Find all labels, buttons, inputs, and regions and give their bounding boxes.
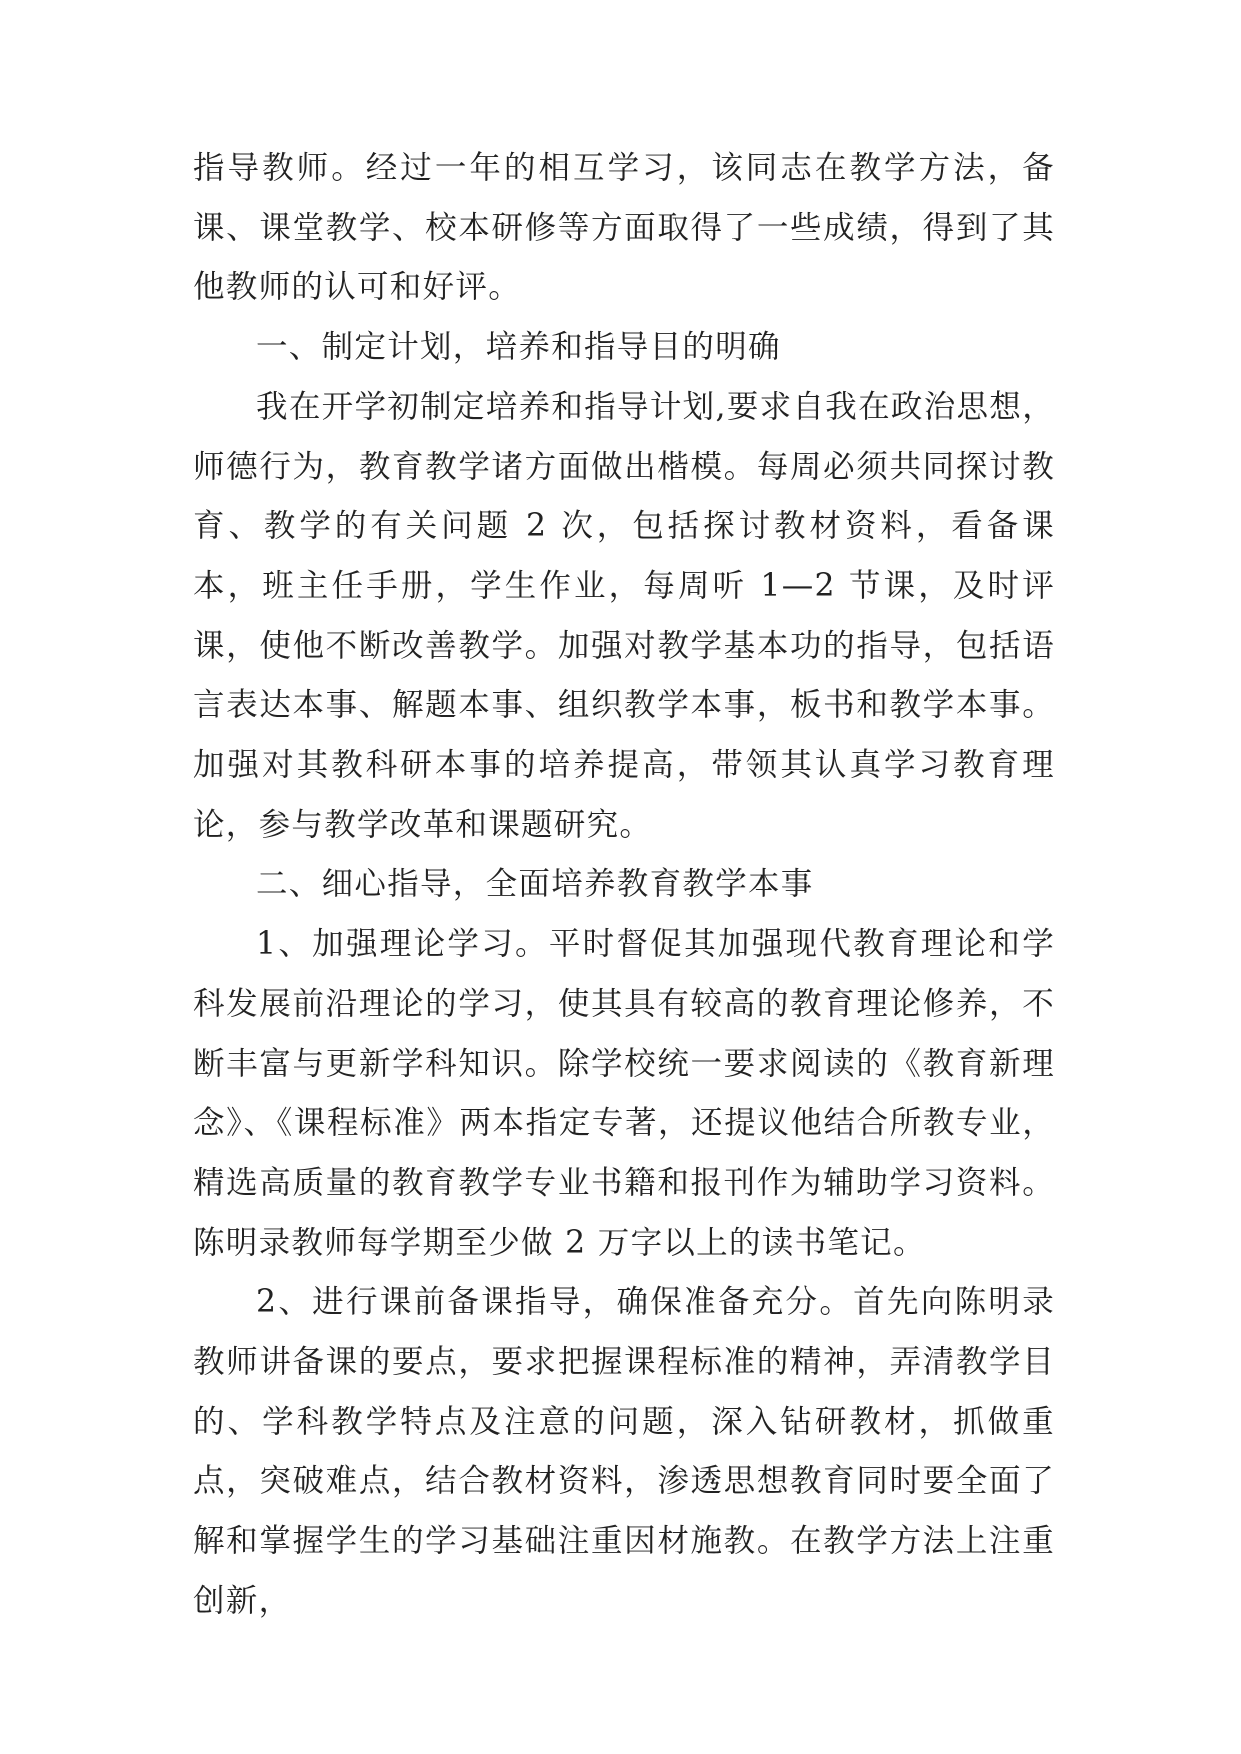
paragraph-plan: 我在开学初制定培养和指导计划,要求自我在政治思想，师德行为，教育教学诸方面做出楷模。每周必须共同探讨教育、教学的有关问题 2 次，包括探讨教材资料，看备课本，班主任手册，学生作业，每周听 1—2 节课，及时评课，使他不断改善教学。加强对教学基本功的指导，包括语言表达本事、解题本事、组织教学本事，板书和教学本事。加强对其教科研本事的培养提高，带领其认真学习教育理论，参与教学改革和课题研究。: [193, 388, 1055, 843]
section-heading-plan: 一、制定计划，培养和指导目的明确: [256, 329, 781, 366]
paragraph-theory-study: 1、加强理论学习。平时督促其加强现代教育理论和学科发展前沿理论的学习，使其具有较高的教育理论修养，不断丰富与更新学科知识。除学校统一要求阅读的《教育新理念》、《课程标准》两本指定专著，还提议他结合所教专业，精选高质量的教育教学专业书籍和报刊作为辅助学习资料。陈明录教师每学期至少做 2 万字以上的读书笔记。: [193, 926, 1055, 1261]
paragraph-lesson-prep: 2、进行课前备课指导，确保准备充分。首先向陈明录教师讲备课的要点，要求把握课程标准的精神，弄清教学目的、学科教学特点及注意的问题，深入钻研教材，抓做重点，突破难点，结合教材资料，渗透思想教育同时要全面了解和掌握学生的学习基础注重因材施教。在教学方法上注重创新，: [193, 1284, 1055, 1619]
document-page: [193, 139, 1055, 1632]
section-heading-guidance: 二、细心指导，全面培养教育教学本事: [256, 866, 814, 903]
paragraph-continuation: 指导教师。经过一年的相互学习，该同志在教学方法，备课、课堂教学、校本研修等方面取得了一些成绩，得到了其他教师的认可和好评。: [193, 150, 1055, 306]
